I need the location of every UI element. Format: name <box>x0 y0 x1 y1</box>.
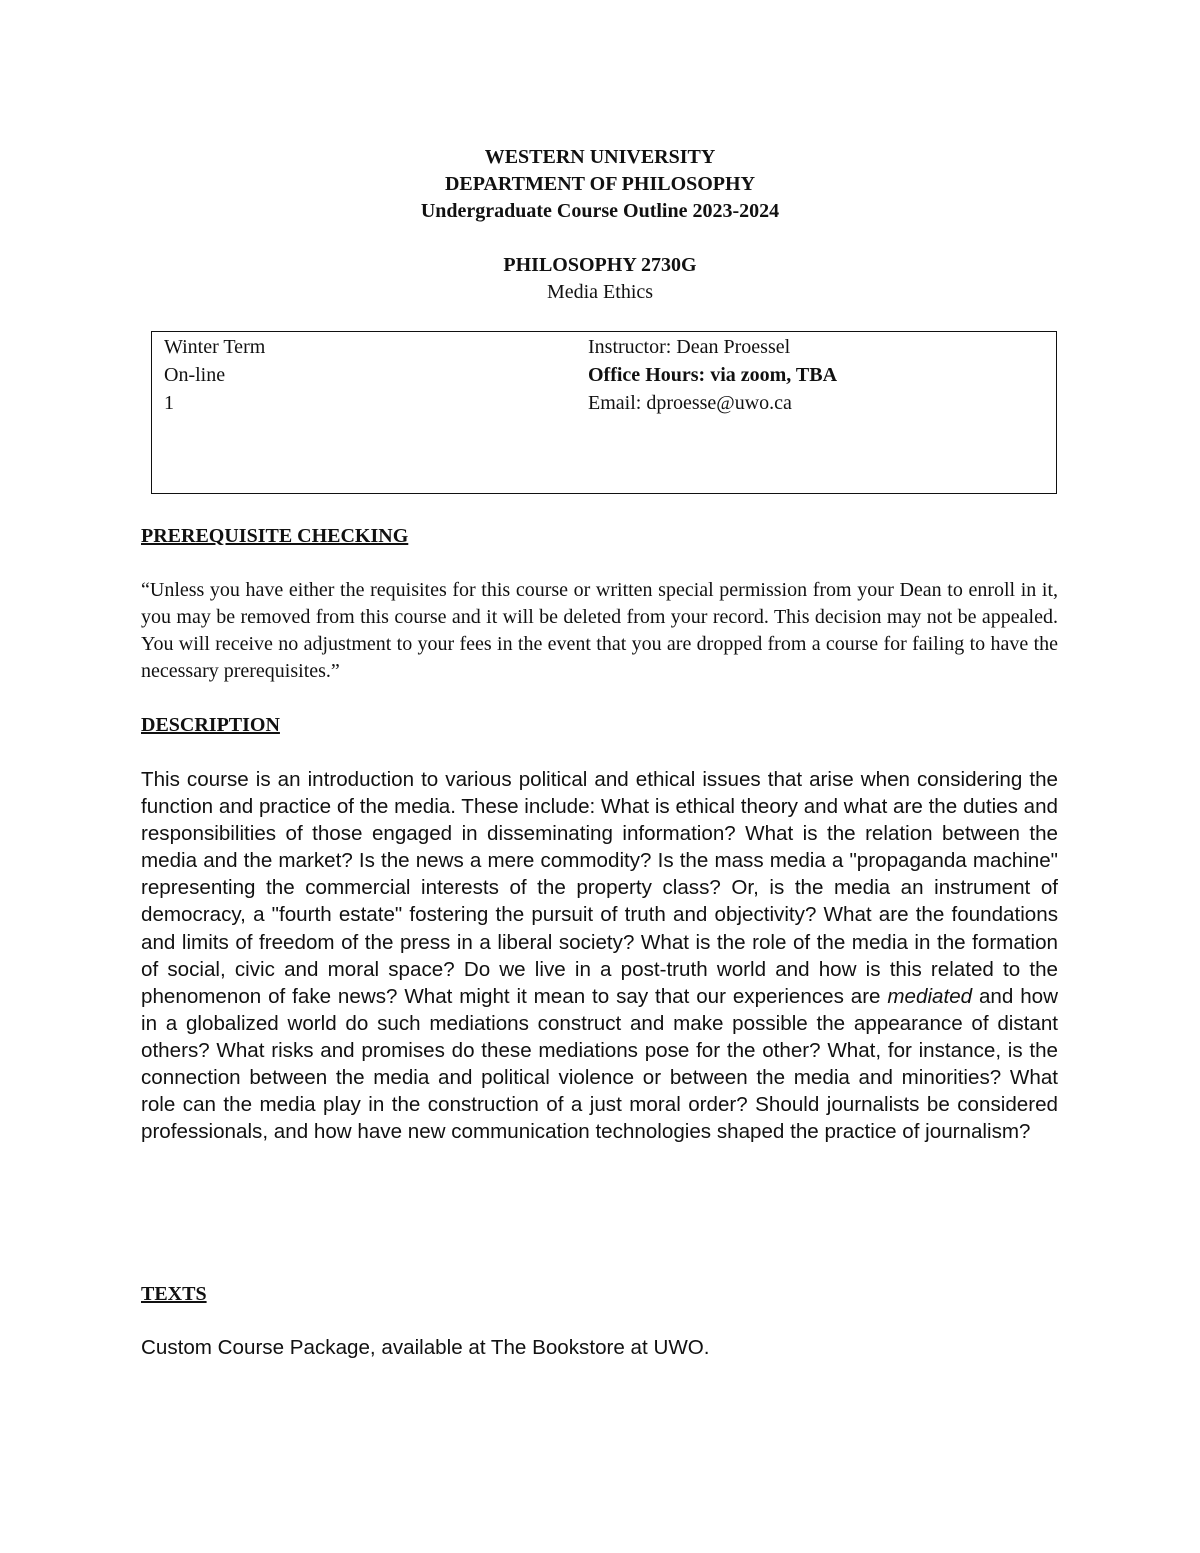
instructor-email: Email: dproesse@uwo.ca <box>588 392 792 414</box>
course-info-left <box>164 333 265 417</box>
description-italic-word: mediated <box>887 984 973 1008</box>
prerequisite-text: “Unless you have either the requisites for this course or written special permission from your Dean to enroll in it, you may be removed from this course and it will be deleted from your record. This decision may not be appealed. You will receive no adjustment to your fees in the event that you are dropped from a course for failing to have the necessary prerequisites.” <box>141 579 1058 682</box>
university-name: WESTERN UNIVERSITY <box>484 146 716 168</box>
department-name: DEPARTMENT OF PHILOSOPHY <box>444 173 756 195</box>
description-text <box>141 766 1058 1145</box>
document-header <box>0 144 1200 306</box>
office-hours: Office Hours: via zoom, TBA <box>588 364 838 386</box>
delivery-mode: On-line <box>164 364 226 386</box>
texts-heading: TEXTS <box>141 1283 207 1305</box>
description-text-part-1: This course is an introduction to various political and ethical issues that arise when considering the function and practice of the media. These include: What is ethical theory and what are the duties and responsibilities of those engaged in disseminating information? What is the relation between the media and the market? Is the news a mere commodity? Is the mass media a "propaganda machine" representing the commercial interests of the property class? Or, is the media an instrument of democracy, a "fourth estate" fostering the pursuit of truth and objectivity? What are the foundations and limits of freedom of the press in a liberal society? What is the role of the media in the formation of social, civic and moral space? Do we live in a post-truth world and how is this related to the phenomenon of fake news? What might it mean to say that our experiences are <box>141 768 1058 1008</box>
section-number: 1 <box>164 392 174 414</box>
course-code: PHILOSOPHY 2730G <box>503 254 697 276</box>
texts-text: Custom Course Package, available at The Bookstore at UWO. <box>141 1336 710 1359</box>
term: Winter Term <box>164 336 266 358</box>
outline-title: Undergraduate Course Outline 2023-2024 <box>420 200 780 222</box>
prerequisite-heading: PREREQUISITE CHECKING <box>141 525 409 547</box>
instructor: Instructor: Dean Proessel <box>588 336 791 358</box>
course-title: Media Ethics <box>546 281 654 303</box>
course-info-right <box>588 333 837 417</box>
course-info-box <box>151 331 1057 494</box>
description-text-part-2: and how in a globalized world do such mediations construct and make possible the appearance of distant others? What risks and promises do these mediations pose for the other? What, for instance, is the connection between the media and political violence or between the media and minorities? What role can the media play in the construction of a just moral order? Should journalists be considered professionals, and how have new communication technologies shaped the practice of journalism? <box>141 984 1058 1144</box>
description-heading: DESCRIPTION <box>141 714 280 736</box>
